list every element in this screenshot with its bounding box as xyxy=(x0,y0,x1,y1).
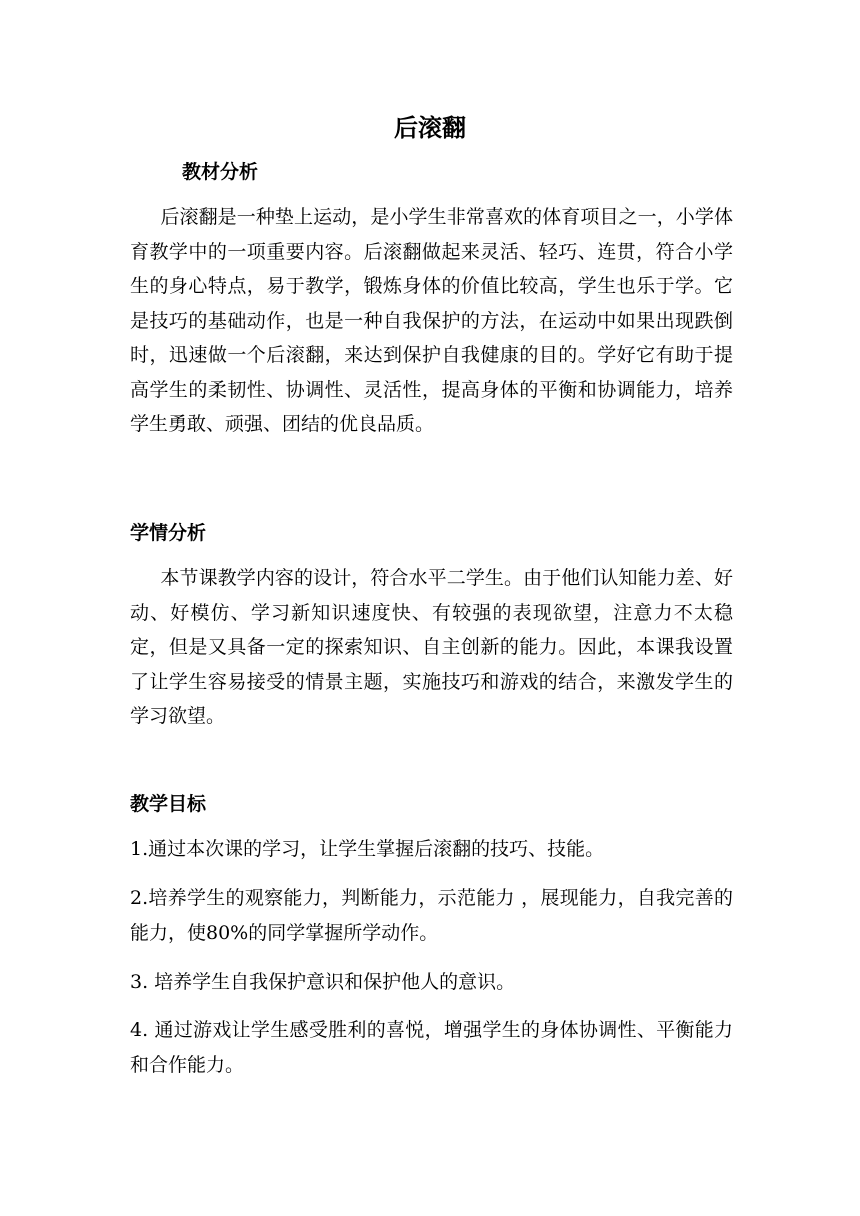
teaching-goal-item-1: 1.通过本次课的学习，让学生掌握后滚翻的技巧、技能。 xyxy=(130,838,605,860)
teaching-goal-item-4: 4. 通过游戏让学生感受胜利的喜悦，增强学生的身体协调性、平衡能力和合作能力。 xyxy=(130,1019,733,1076)
section-heading-teaching-goals: 教学目标 xyxy=(130,793,207,815)
material-analysis-paragraph: 后滚翻是一种垫上运动，是小学生非常喜欢的体育项目之一，小学体育教学中的一项重要内容。后滚翻做起来灵活、轻巧、连贯，符合小学生的身心特点，易于教学，锻炼身体的价值比较高，学生也乐于学。它是技巧的基础动作，也是一种自我保护的方法，在运动中如果出现跌倒时，迅速做一个后滚翻，来达到保护自我健康的目的。学好它有助于提高学生的柔韧性、协调性、灵活性，提高身体的平衡和协调能力，培养学生勇敢、顽强、团结的优良品质。 xyxy=(130,206,733,435)
document-title: 后滚翻 xyxy=(394,114,466,142)
student-analysis-paragraph: 本节课教学内容的设计，符合水平二学生。由于他们认知能力差、好动、好模仿、学习新知识速度快、有较强的表现欲望，注意力不太稳定，但是又具备一定的探索知识、自主创新的能力。因此，本课我设置了让学生容易接受的情景主题，实施技巧和游戏的结合，来激发学生的学习欲望。 xyxy=(130,567,733,727)
teaching-goal-item-3: 3. 培养学生自我保护意识和保护他人的意识。 xyxy=(130,971,516,993)
section-heading-material-analysis: 教材分析 xyxy=(182,161,259,183)
section-heading-student-analysis: 学情分析 xyxy=(130,522,207,544)
teaching-goal-item-2: 2.培养学生的观察能力，判断能力，示范能力 ，展现能力，自我完善的能力，使80%的同学掌握所学动作。 xyxy=(130,887,733,944)
